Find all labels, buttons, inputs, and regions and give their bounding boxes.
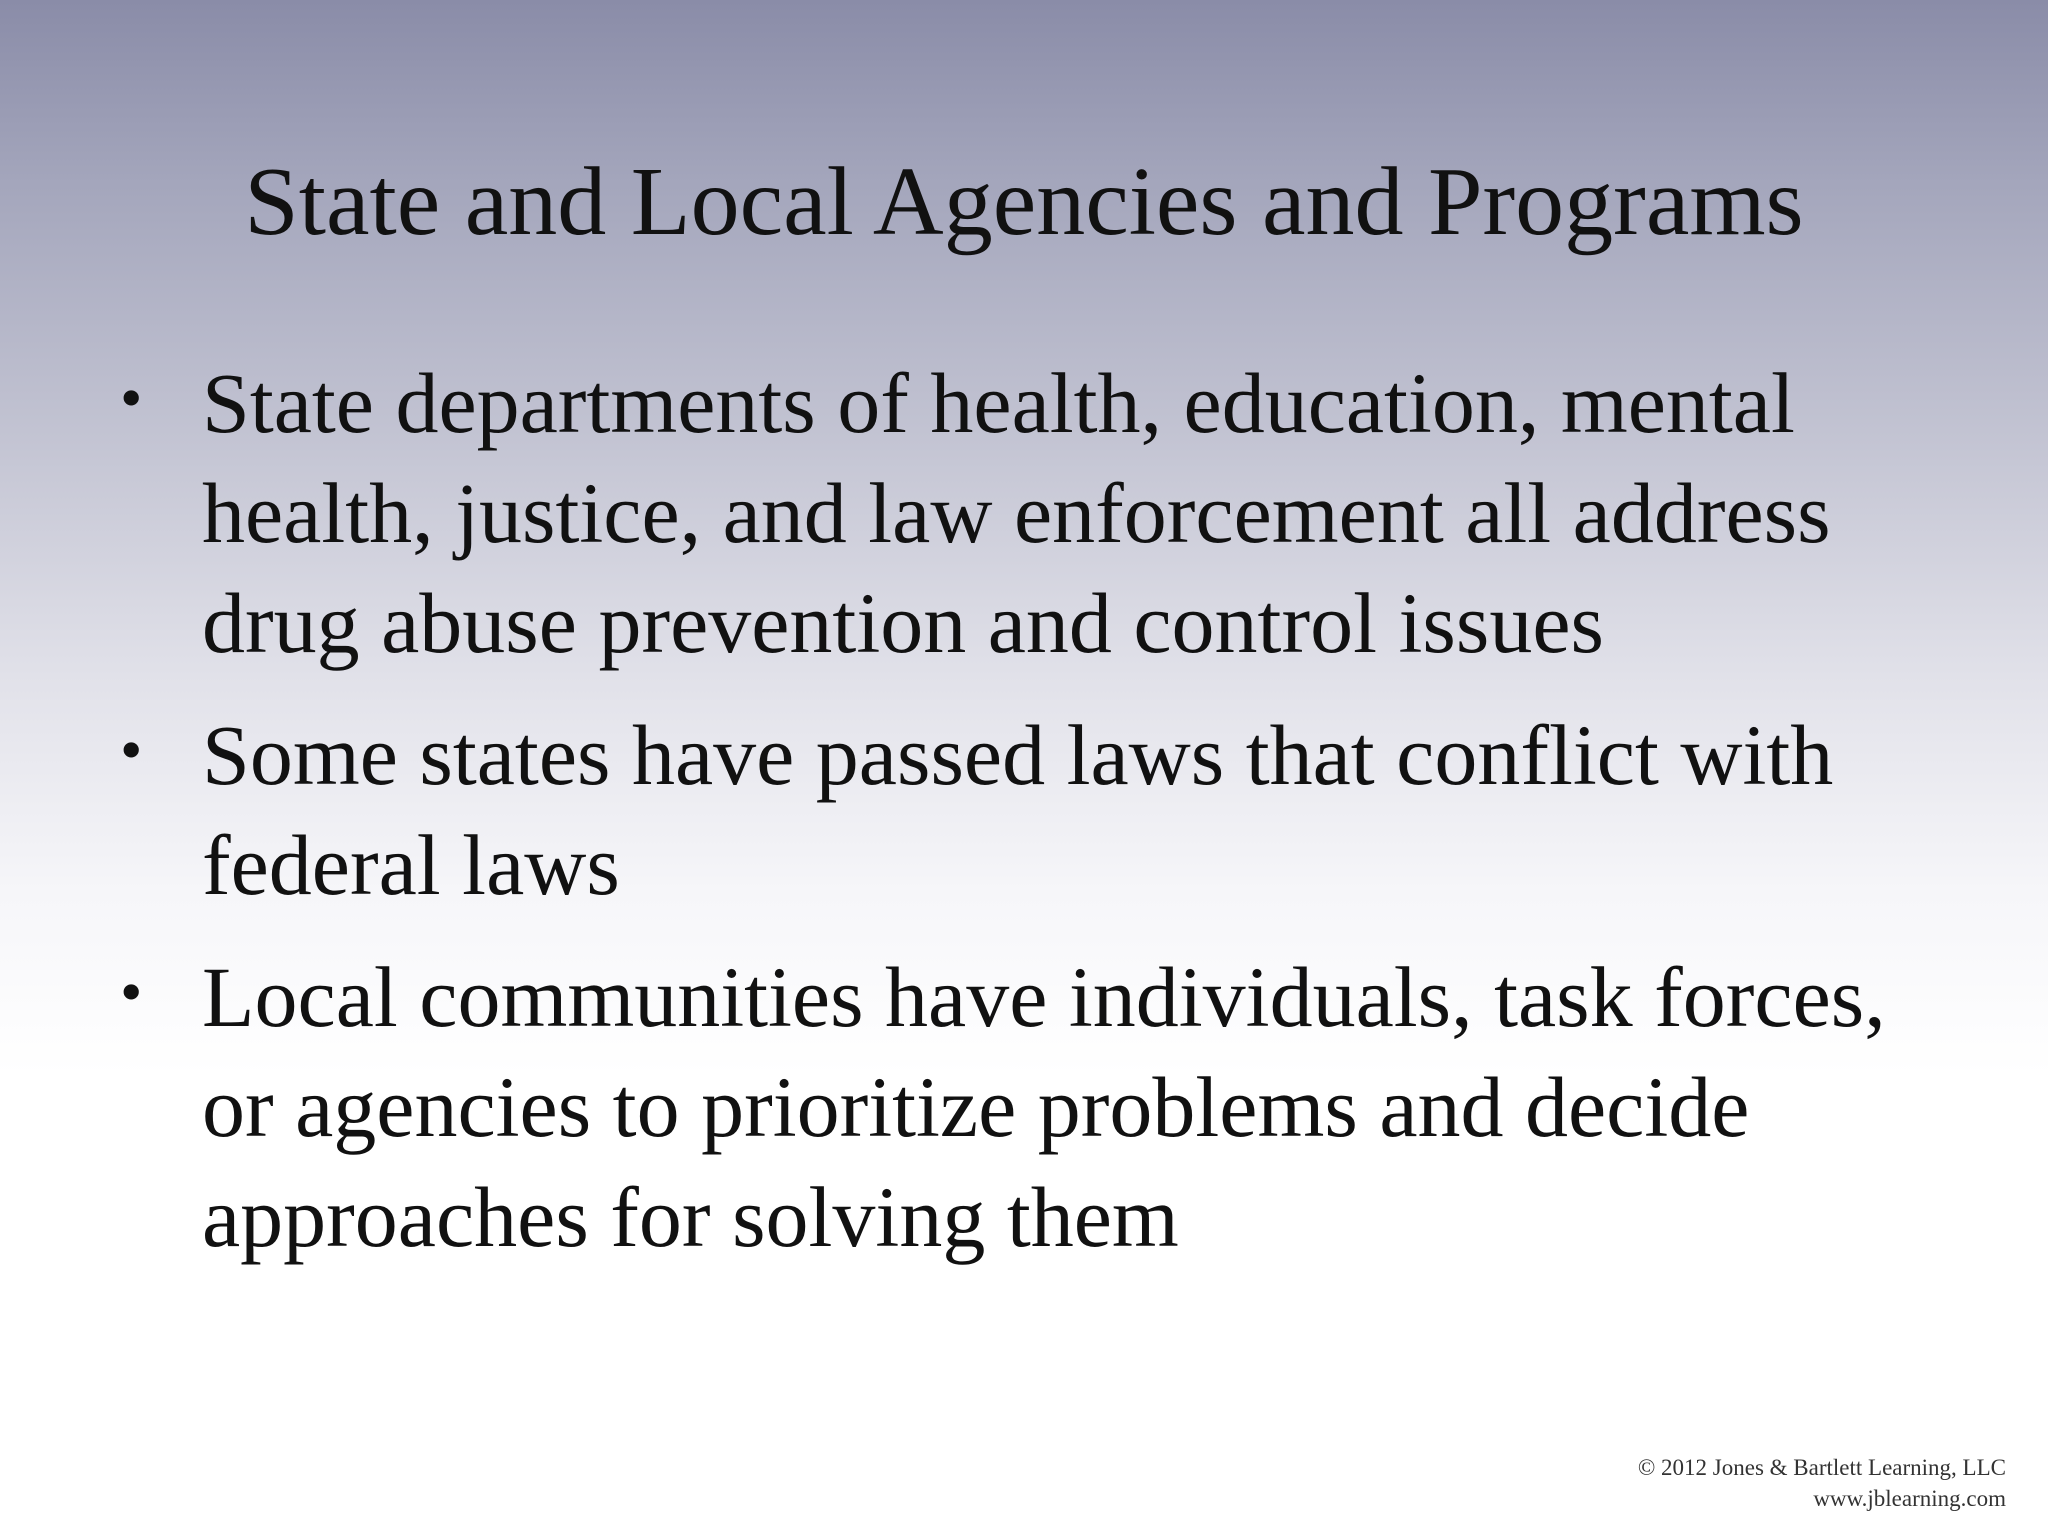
bullet-item [120, 942, 1960, 1272]
bullet-icon: • [120, 362, 143, 433]
bullet-icon: • [120, 714, 143, 785]
bullet-item [120, 348, 1960, 678]
slide-title: State and Local Agencies and Programs [244, 148, 1804, 256]
bullet-text: Local communities have individuals, task forces, or agencies to prioritize problems and decide approaches for solving them [202, 949, 1886, 1265]
bullet-list [120, 348, 1960, 1294]
bullet-text: State departments of health, education, mental health, justice, and law enforcement all address drug abuse prevention and control issues [202, 355, 1831, 671]
bullet-text: Some states have passed laws that conflict with federal laws [202, 707, 1834, 913]
copyright-notice [1638, 1452, 2006, 1514]
bullet-icon: • [120, 956, 143, 1027]
publisher-website: www.jblearning.com [1813, 1486, 2006, 1511]
copyright-text: © 2012 Jones & Bartlett Learning, LLC [1637, 1455, 2006, 1480]
bullet-item [120, 700, 1960, 920]
